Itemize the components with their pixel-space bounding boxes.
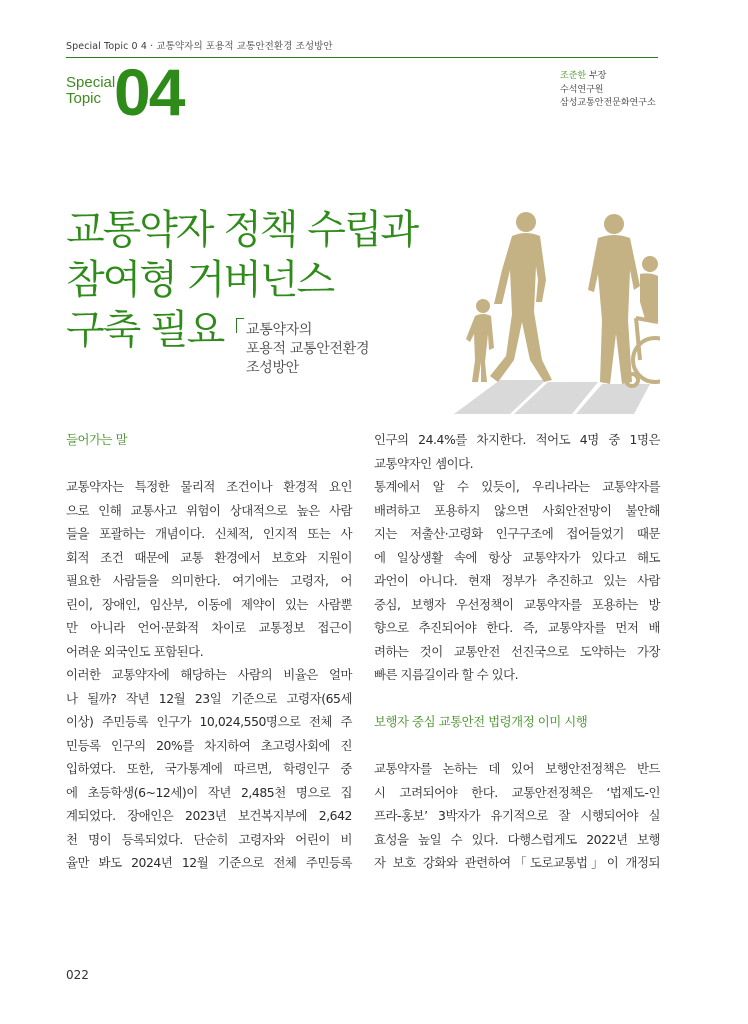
right-column bbox=[374, 428, 660, 875]
paragraph-pedestrian-safety bbox=[374, 757, 660, 875]
text-line: 지는 저출산·고령화 인구구조에 접어들었기 때문 bbox=[374, 526, 660, 541]
subtitle-marker bbox=[236, 318, 244, 333]
figure-child bbox=[466, 299, 494, 382]
special-topic-line-1: Special bbox=[66, 74, 116, 91]
text-line: 필요한 사람들을 의미한다. 여기에는 고령자, 어 bbox=[66, 573, 352, 588]
text-line: 교통약자인 셈이다. bbox=[374, 455, 474, 471]
pedestrians-wheelchair-illustration bbox=[450, 210, 660, 420]
paragraph-statistics bbox=[66, 663, 352, 875]
text-line: 중심, 보행자 우선정책이 교통약자를 포용하는 방 bbox=[374, 596, 660, 612]
paragraph-continuation bbox=[374, 428, 660, 475]
left-column bbox=[66, 428, 352, 875]
spacer bbox=[374, 734, 660, 758]
text-line: 이상) 주민등록 인구가 10,024,550명으로 전체 주 bbox=[66, 714, 352, 729]
paragraph-definition bbox=[66, 475, 352, 663]
author-rank: 부장 bbox=[586, 71, 607, 81]
title-line: 구축 필요 bbox=[66, 307, 224, 353]
text-line: 자 보호 강화와 관련하여「도로교통법」이 개정되 bbox=[374, 855, 660, 870]
author-name-line bbox=[560, 70, 656, 84]
text-line: 어려운 외국인도 포함된다. bbox=[66, 643, 204, 659]
text-line: 천 명이 등록되었다. 단순히 고령자와 어린이 비 bbox=[66, 831, 352, 847]
figure-walking-adult bbox=[490, 212, 552, 382]
wheelchair bbox=[626, 318, 660, 386]
special-topic-line-2: Topic bbox=[66, 90, 102, 107]
author-box bbox=[560, 70, 656, 111]
page-number: 022 bbox=[66, 968, 89, 982]
text-line: 이러한 교통약자에 해당하는 사람의 비율은 얼마 bbox=[66, 667, 352, 682]
author-name: 조준한 bbox=[560, 71, 587, 81]
text-line: 에 일상생활 속에 항상 교통약자가 있다고 해도 bbox=[374, 549, 660, 565]
text-line: 만 아니라 언어·문화적 차이로 교통정보 접근이 bbox=[66, 620, 352, 635]
text-line: 교통약자는 특정한 물리적 조건이나 환경적 요인 bbox=[66, 479, 352, 494]
special-topic-label bbox=[66, 75, 115, 107]
author-position: 수석연구원 bbox=[560, 84, 604, 95]
text-line: 입하였다. 또한, 국가통계에 따르면, 학령인구 중 bbox=[66, 761, 352, 776]
section-heading-intro: 들어가는 말 bbox=[66, 432, 128, 447]
text-line: 배려하고 포용하지 않으면 사회안전망이 불안해 bbox=[374, 502, 660, 518]
running-header: Special Topic 0 4 · 교통약자의 포용적 교통안전환경 조성방안 bbox=[66, 41, 333, 52]
crosswalk-stripes bbox=[454, 380, 650, 414]
spacer bbox=[66, 452, 352, 476]
text-line: 빠른 지름길이라 할 수 있다. bbox=[374, 667, 519, 682]
text-line: 려하는 것이 교통안전 선진국으로 도약하는 가장 bbox=[374, 643, 660, 659]
text-line: 린이, 장애인, 임산부, 이동에 제약이 있는 사람뿐 bbox=[66, 596, 352, 612]
article-subtitle bbox=[246, 321, 369, 378]
spacer bbox=[374, 687, 660, 711]
text-line: 시 고려되어야 한다. 교통안전정책은 ‘법제도-인 bbox=[374, 784, 660, 800]
section-heading-law: 보행자 중심 교통안전 법령개정 이미 시행 bbox=[374, 714, 588, 729]
text-line: 과언이 아니다. 현재 정부가 추진하고 있는 사람 bbox=[374, 573, 660, 588]
figure-wheelchair-user bbox=[640, 256, 658, 322]
subtitle-line: 포용적 교통안전환경 bbox=[246, 341, 370, 357]
title-line: 교통약자 정책 수립과 bbox=[66, 207, 418, 253]
text-line: 에 초등학생(6~12세)이 작년 2,485천 명으로 집 bbox=[66, 784, 352, 800]
text-line: 율만 봐도 2024년 12월 기준으로 전체 주민등록 bbox=[66, 855, 352, 870]
text-line: 들을 포괄하는 개념이다. 신체적, 인지적 또는 사 bbox=[66, 526, 352, 541]
text-line: 민등록 인구의 20%를 차지하여 초고령사회에 진 bbox=[66, 737, 352, 753]
text-line: 계되었다. 장애인은 2023년 보건복지부에 2,642 bbox=[66, 808, 352, 823]
topic-number: 04 bbox=[114, 55, 184, 129]
subtitle-line: 조성방안 bbox=[246, 360, 299, 376]
author-organization: 삼성교통안전문화연구소 bbox=[560, 98, 656, 108]
text-line: 인구의 24.4%를 차지한다. 적어도 4명 중 1명은 bbox=[374, 432, 660, 447]
text-line: 프라-홍보’ 3박자가 유기적으로 잘 시행되어야 실 bbox=[374, 808, 660, 823]
text-line: 통계에서 알 수 있듯이, 우리나라는 교통약자를 bbox=[374, 479, 660, 494]
subtitle-line: 교통약자의 bbox=[246, 322, 313, 338]
text-line: 향으로 추진되어야 한다. 즉, 교통약자를 먼저 배 bbox=[374, 620, 660, 635]
title-line: 참여형 거버넌스 bbox=[66, 257, 334, 303]
text-line: 교통약자를 논하는 데 있어 보행안전정책은 반드 bbox=[374, 761, 660, 776]
text-line: 회적 조건 때문에 교통 환경에서 보호와 지원이 bbox=[66, 549, 352, 565]
paragraph-policy bbox=[374, 475, 660, 687]
text-line: 으로 인해 교통사고 위험이 상대적으로 높은 사람 bbox=[66, 502, 352, 518]
text-line: 나 될까? 작년 12월 23일 기준으로 고령자(65세 bbox=[66, 690, 352, 706]
text-line: 효성을 높일 수 있다. 다행스럽게도 2022년 보행 bbox=[374, 831, 660, 847]
